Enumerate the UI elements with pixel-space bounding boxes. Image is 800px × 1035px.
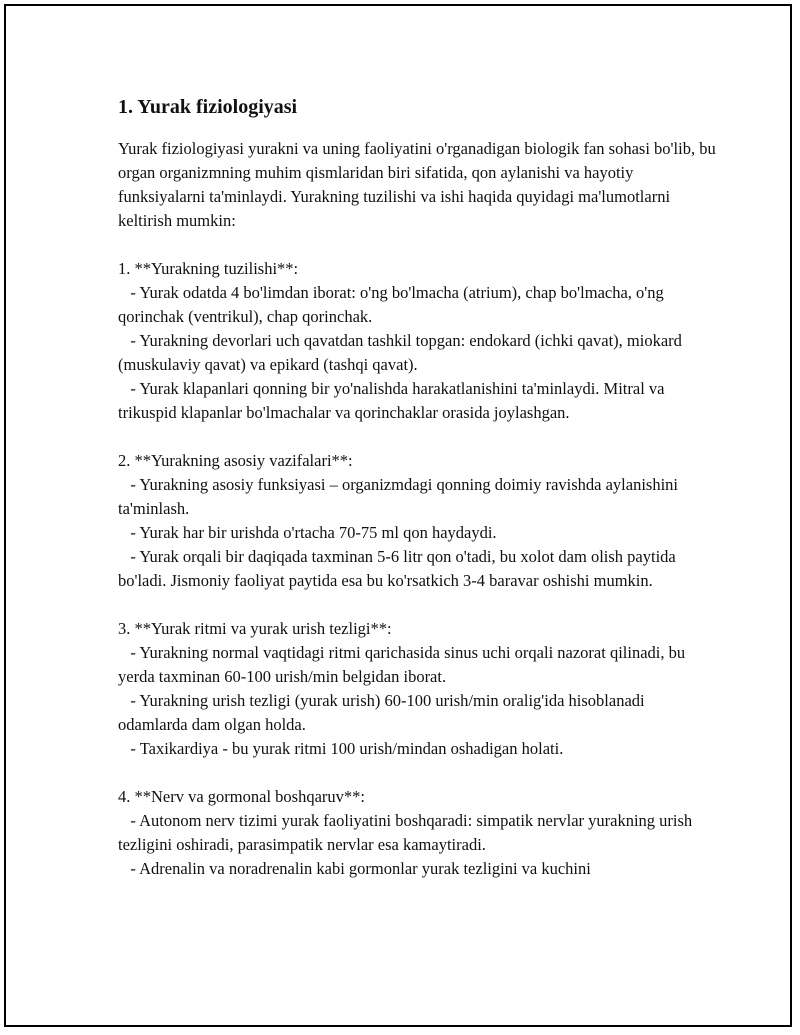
section-heading: 2. **Yurakning asosiy vazifalari**: [118,451,353,470]
section-rhythm [118,617,718,761]
section-line: - Adrenalin va noradrenalin kabi gormonlar yurak tezligini va kuchini [118,859,591,878]
section-line: - Yurakning devorlari uch qavatdan tashkil topgan: endokard (ichki qavat), miokard (muskulaviy qavat) va epikard (tashqi qavat). [118,331,687,374]
section-heading: 3. **Yurak ritmi va yurak urish tezligi**: [118,619,392,638]
section-functions [118,449,718,593]
section-line: - Yurak odatda 4 bo'limdan iborat: o'ng bo'lmacha (atrium), chap bo'lmacha, o'ng qorinchak (ventrikul), chap qorinchak. [118,283,668,326]
intro-paragraph: Yurak fiziologiyasi yurakni va uning faoliyatini o'rganadigan biologik fan sohasi bo'lib, bu organ organizmning muhim qismlaridan biri sifatida, qon aylanishi va hayotiy funksiyalarni ta'minlaydi. Yurakning tuzilishi va ishi haqida quyidagi ma'lumotlarni keltirish mumkin: [118,139,720,230]
section-regulation [118,785,718,881]
document-body [118,93,718,881]
section-line: - Yurak orqali bir daqiqada taxminan 5-6 litr qon o'tadi, bu xolot dam olish paytida bo'ladi. Jismoniy faoliyat paytida esa bu ko'rsatkich 3-4 baravar oshishi mumkin. [118,547,680,590]
spacer [118,761,718,785]
section-line: - Taxikardiya - bu yurak ritmi 100 urish/mindan oshadigan holati. [118,739,564,758]
section-structure [118,257,718,425]
section-line: - Yurakning urish tezligi (yurak urish) 60-100 urish/min oralig'ida hisoblanadi odamlarda dam olgan holda. [118,691,649,734]
document-title: 1. Yurak fiziologiyasi [118,96,298,118]
section-line: - Yurak har bir urishda o'rtacha 70-75 ml qon haydaydi. [118,523,497,542]
spacer [118,233,718,257]
spacer [118,425,718,449]
section-line: - Yurak klapanlari qonning bir yo'nalishda harakatlanishini ta'minlaydi. Mitral va trikuspid klapanlar bo'lmachalar va qorinchaklar orasida joylashgan. [118,379,669,422]
section-line: - Autonom nerv tizimi yurak faoliyatini boshqaradi: simpatik nervlar yurakning urish tezligini oshiradi, parasimpatik nervlar esa kamaytiradi. [118,811,697,854]
section-heading: 1. **Yurakning tuzilishi**: [118,259,299,278]
section-line: - Yurakning asosiy funksiyasi – organizmdagi qonning doimiy ravishda aylanishini ta'minlash. [118,475,683,518]
spacer [118,593,718,617]
section-line: - Yurakning normal vaqtidagi ritmi qarichasida sinus uchi orqali nazorat qilinadi, bu yerda taxminan 60-100 urish/min belgidan iborat. [118,643,690,686]
section-heading: 4. **Nerv va gormonal boshqaruv**: [118,787,365,806]
